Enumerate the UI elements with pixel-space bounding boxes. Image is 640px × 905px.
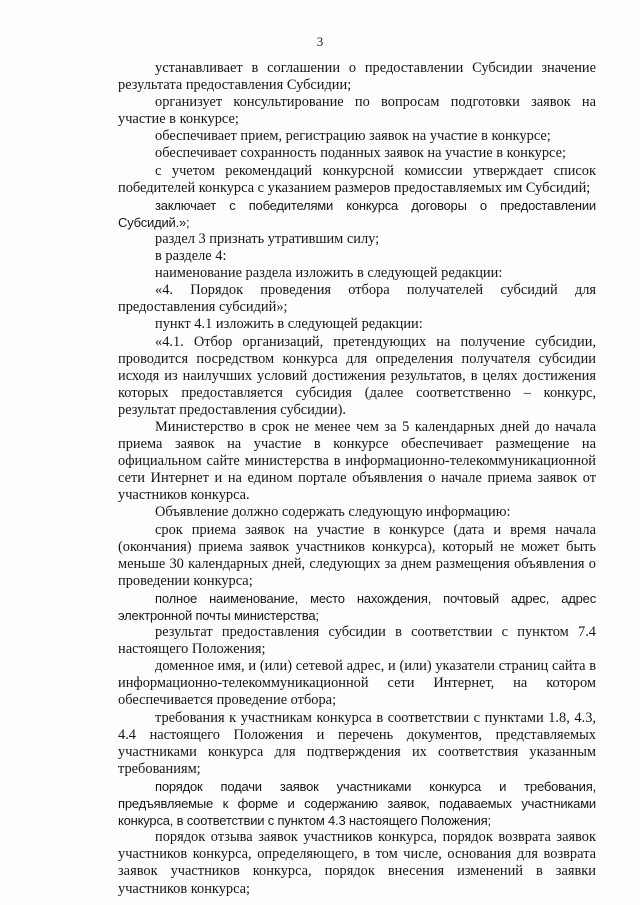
paragraph: полное наименование, место нахождения, почтовый адрес, адрес электронной почты министерства; [118,590,596,623]
paragraph: устанавливает в соглашении о предоставлении Субсидии значение результата предоставления Субсидии; [118,60,596,94]
paragraph: раздел 3 признать утратившим силу; [155,230,380,247]
paragraph: в разделе 4: [155,248,227,265]
page-number: 3 [316,34,324,49]
paragraph: Министерство в срок не менее чем за 5 календарных дней до начала приема заявок на участие в конкурсе обеспечивает размещение на официальном сайте министерства в информационно-телекоммуникационной сети Интернет и на едином портале объявления о начале приема заявок от участников конкурса. [118,418,596,504]
paragraph: «4.1. Отбор организаций, претендующих на получение субсидии, проводится посредством конкурса для определения получателя субсидии исходя из наилучших условий достижения результатов, в целях достижения которых предоставляется субсидия (далее соответственно – конкурс, результат предоставления субсидии). [118,333,596,418]
paragraph: организует консультирование по вопросам подготовки заявок на участие в конкурсе; [118,94,596,128]
paragraph: доменное имя, и (или) сетевой адрес, и (или) указатели страниц сайта в информационно-телекоммуникационной сети Интернет, на котором обеспечивается проведение отбора; [118,658,596,709]
paragraph: с учетом рекомендаций конкурсной комиссии утверждает список победителей конкурса с указанием размеров предоставляемых им Субсидий; [118,162,596,196]
paragraph: результат предоставления субсидии в соответствии с пунктом 7.4 настоящего Положения; [118,624,596,658]
paragraph: требования к участникам конкурса в соответствии с пунктами 1.8, 4.3, 4.4 настоящего Положения и перечень документов, представляемых участниками конкурса для подтверждения их соответствия указанным требованиям; [118,709,596,777]
paragraph: заключает с победителями конкурса договоры о предоставлении Субсидий.»; [118,197,596,230]
paragraph: обеспечивает сохранность поданных заявок на участие в конкурсе; [155,145,566,162]
paragraph: «4. Порядок проведения отбора получателей субсидий для предоставления субсидий»; [118,282,596,316]
document-body [118,60,596,898]
paragraph: пункт 4.1 изложить в следующей редакции: [155,316,423,333]
paragraph: срок приема заявок на участие в конкурсе (дата и время начала (окончания) приема заявок участников конкурса), который не может быть меньше 30 календарных дней, следующих за днем размещения объявления о проведении конкурса; [118,521,596,589]
paragraph: порядок подачи заявок участниками конкурса и требования, предъявляемые к форме и содержанию заявок, подаваемых участниками конкурса, в соответствии с пунктом 4.3 настоящего Положения; [118,778,596,829]
paragraph: порядок отзыва заявок участников конкурса, порядок возврата заявок участников конкурса, определяющего, в том числе, основания для возврата заявок участников конкурса, порядок внесения изменений в заявки участников конкурса; [118,829,596,897]
paragraph: наименование раздела изложить в следующей редакции: [155,265,503,282]
paragraph: Объявление должно содержать следующую информацию: [155,504,511,521]
paragraph: обеспечивает прием, регистрацию заявок на участие в конкурсе; [155,128,551,145]
